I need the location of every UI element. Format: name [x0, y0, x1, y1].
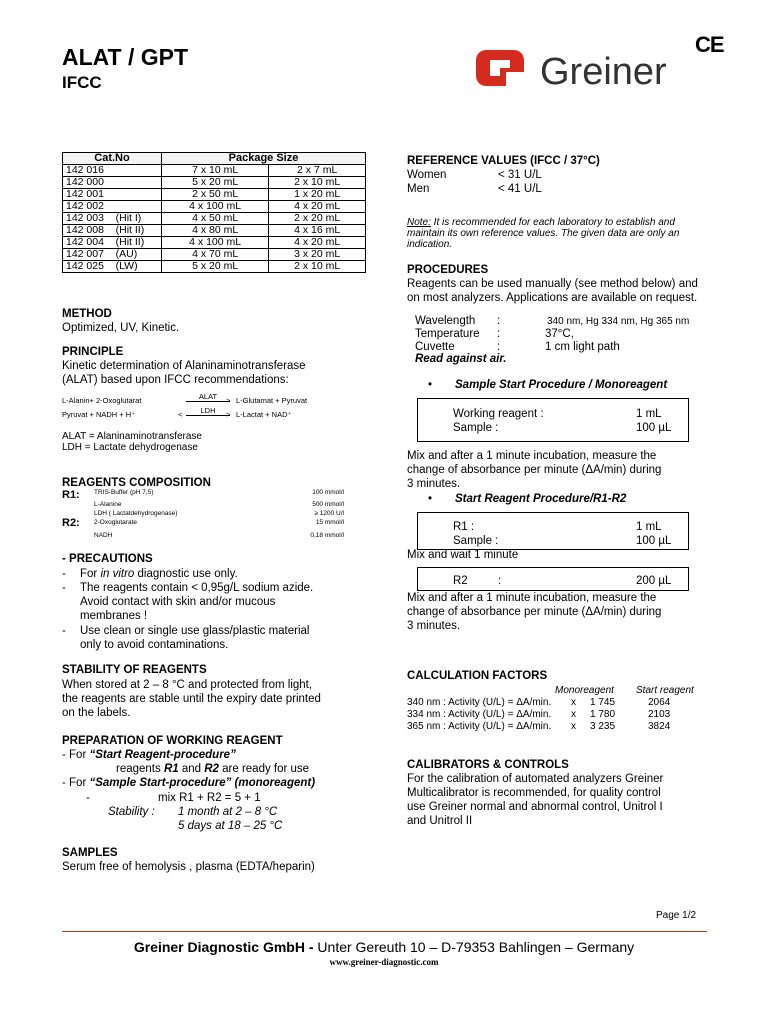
catalog-row [63, 213, 366, 225]
arrow-right-icon: > [226, 396, 231, 405]
reagent-name: TRIS-Buffer (pH 7,5) [94, 489, 154, 496]
stability-label: Stability : [108, 806, 155, 818]
catalog-row [63, 189, 366, 201]
ce-mark: CE [695, 32, 724, 57]
procedures-heading: PROCEDURES [407, 264, 489, 276]
reagent-start-heading: Start Reagent Procedure/R1-R2 [455, 493, 627, 505]
catalog-cell-size: 4 x 20 mL [269, 237, 366, 249]
catalog-cell-catno: 142 004 (Hit II) [63, 237, 162, 249]
arrow-right-icon: > [226, 410, 231, 419]
reagent-start-mix-3: 3 minutes. [407, 620, 461, 632]
catalog-cell-catno: 142 025 (LW) [63, 261, 162, 273]
catalog-table [62, 152, 366, 273]
catalog-cell-size: 1 x 20 mL [269, 189, 366, 201]
samples-text: Serum free of hemolysis , plasma (EDTA/heparin) [62, 861, 315, 873]
param-value: 340 nm, Hg 334 nm, Hg 365 nm [547, 316, 690, 327]
ss-label: Working reagent : [453, 408, 544, 420]
reagent-item [94, 501, 344, 509]
catalog-cell-size: 4 x 100 mL [162, 201, 269, 213]
param-label: Temperature [415, 328, 480, 340]
definition-alat: ALAT = Alaninaminotransferase [62, 431, 202, 442]
reference-men-label: Men [407, 183, 430, 195]
param-sep: : [497, 328, 501, 340]
calculation-cell: 3 235 [590, 721, 616, 732]
calculation-cell: x [571, 697, 576, 708]
arrow-left-icon: < [178, 410, 183, 419]
calibrators-heading: CALIBRATORS & CONTROLS [407, 759, 569, 771]
param-value: 37°C, [545, 328, 574, 340]
catalog-cell-size: 4 x 50 mL [162, 213, 269, 225]
preparation-line-2: reagents R1 and R2 are ready for use [116, 763, 310, 775]
catalog-cell-size: 2 x 10 mL [269, 261, 366, 273]
catalog-cell-size: 4 x 20 mL [269, 201, 366, 213]
rs-label: Sample : [453, 535, 499, 547]
calculation-cell: 1 780 [590, 709, 616, 720]
reference-men-value: < 41 U/L [498, 183, 542, 195]
calculation-cell: 2064 [648, 697, 671, 708]
reagent-item [94, 510, 344, 518]
param-label: Wavelength [415, 315, 476, 327]
calculation-rows [407, 697, 707, 733]
reagent-concentration: 500 mmol/l [312, 501, 344, 508]
page-title: ALAT / GPT [62, 44, 189, 70]
calculation-cell: 365 nm : Activity (U/L) = ΔA/min. [407, 721, 552, 732]
reaction-1-left: L-Alanin+ 2-Oxoglutarat [62, 396, 142, 405]
catalog-cell-catno: 142 003 (Hit I) [63, 213, 162, 225]
r1-label: R1: [62, 489, 80, 501]
calculation-row [407, 721, 707, 733]
catalog-row [63, 249, 366, 261]
reagent-concentration: 100 mmol/l [312, 489, 344, 496]
method-text: Optimized, UV, Kinetic. [62, 322, 180, 334]
reagent-concentration: ≥ 1200 U/l [314, 510, 344, 517]
principle-text-2: (ALAT) based upon IFCC recommendations: [62, 374, 289, 386]
r2-box-value: 200 µL [636, 575, 672, 587]
ss-label: Sample : [453, 422, 499, 434]
reagent-start-mix-1: Mix and after a 1 minute incubation, measure the [407, 592, 657, 604]
calibrators-text-3: use Greiner normal and abnormal control, Unitrol I [407, 801, 663, 813]
rs-value: 1 mL [636, 521, 662, 533]
catalog-row [63, 165, 366, 177]
page-number: Page 1/2 [656, 910, 697, 921]
precaution-line: membranes ! [80, 610, 148, 622]
catalog-cell-catno: 142 002 [63, 201, 162, 213]
catalog-cell-catno: 142 000 [63, 177, 162, 189]
preparation-dash: - [86, 792, 90, 804]
calc-col-start: Start reagent [636, 685, 694, 696]
precautions-heading: - PRECAUTIONS [62, 553, 153, 565]
catalog-row [63, 177, 366, 189]
calibrators-text-2: Multicalibrator is recommended, for quality control [407, 787, 661, 799]
reagent-concentration: 0,18 mmol/l [310, 532, 344, 539]
catalog-row [63, 237, 366, 249]
catalog-row [63, 261, 366, 273]
param-label: Cuvette [415, 341, 455, 353]
param-sep: : [497, 315, 501, 327]
catalog-row [63, 225, 366, 237]
reaction-1-enzyme: ALAT [186, 392, 230, 402]
preparation-heading: PREPARATION OF WORKING REAGENT [62, 735, 283, 747]
definition-ldh: LDH = Lactate dehydrogenase [62, 442, 198, 453]
sample-start-mix-3: 3 minutes. [407, 478, 461, 490]
reaction-1-right: L-Glutamat + Pyruvat [236, 396, 308, 405]
reagent-item [94, 489, 344, 497]
catalog-row [63, 201, 366, 213]
preparation-line-3: - For “Sample Start-procedure” (monoreagent) [62, 777, 316, 789]
sample-start-mix-1: Mix and after a 1 minute incubation, measure the [407, 450, 657, 462]
calculation-row [407, 697, 707, 709]
reagent-concentration: 15 mmol/l [315, 519, 344, 526]
reagent-name: NADH [94, 532, 113, 539]
procedures-text-1: Reagents can be used manually (see method below) and [407, 278, 698, 290]
preparation-mix: mix R1 + R2 = 5 + 1 [158, 792, 261, 804]
sample-start-heading: Sample Start Procedure / Monoreagent [455, 379, 668, 391]
catalog-cell-size: 2 x 7 mL [269, 165, 366, 177]
calculation-cell: 340 nm : Activity (U/L) = ΔA/min. [407, 697, 552, 708]
rs-value: 100 µL [636, 535, 672, 547]
catalog-cell-catno: 142 008 (Hit II) [63, 225, 162, 237]
procedures-text-2: on most analyzers. Applications are available on request. [407, 292, 698, 304]
stability-cold: 1 month at 2 – 8 °C [178, 806, 278, 818]
param-sep: : [497, 341, 501, 353]
catalog-cell-size: 4 x 16 mL [269, 225, 366, 237]
reference-note-3: indication. [407, 239, 453, 250]
stability-heading: STABILITY OF REAGENTS [62, 664, 207, 676]
catalog-cell-size: 4 x 80 mL [162, 225, 269, 237]
reference-women-label: Women [407, 169, 447, 181]
catalog-header-catno: Cat.No [63, 153, 162, 165]
calibrators-text-1: For the calibration of automated analyzers Greiner [407, 773, 664, 785]
catalog-cell-size: 4 x 100 mL [162, 237, 269, 249]
stability-room: 5 days at 18 – 25 °C [178, 820, 283, 832]
r2-box [417, 567, 689, 591]
reagent-name: L-Alanine [94, 501, 122, 508]
reagents-heading: REAGENTS COMPOSITION [62, 477, 211, 489]
greiner-logo-icon [470, 44, 530, 96]
param-value: 1 cm light path [545, 341, 620, 353]
calc-col-mono: Monoreagent [555, 685, 614, 696]
reference-heading: REFERENCE VALUES (IFCC / 37°C) [407, 155, 600, 167]
calculation-cell: 1 745 [590, 697, 616, 708]
calculation-cell: 2103 [648, 709, 671, 720]
r2-label: R2: [62, 517, 80, 529]
reagent-start-box [417, 512, 689, 550]
calculation-cell: x [571, 721, 576, 732]
reference-note-2: maintain its own reference values. The given data are only an [407, 228, 680, 239]
preparation-line-1: - For “Start Reagent-procedure” [62, 749, 236, 761]
calculation-cell: 3824 [648, 721, 671, 732]
calculation-heading: CALCULATION FACTORS [407, 670, 548, 682]
bullet-icon: • [428, 379, 433, 391]
catalog-cell-size: 5 x 20 mL [162, 177, 269, 189]
reaction-2-left: Pyruvat + NADH + H⁺ [62, 410, 136, 419]
rs-label: R1 : [453, 521, 475, 533]
reaction-2-right: L-Lactat + NAD⁺ [236, 410, 292, 419]
samples-heading: SAMPLES [62, 847, 118, 859]
stability-text-2: the reagents are stable until the expiry date printed [62, 693, 321, 705]
reference-women-value: < 31 U/L [498, 169, 542, 181]
principle-text-1: Kinetic determination of Alaninaminotransferase [62, 360, 306, 372]
catalog-cell-size: 4 x 70 mL [162, 249, 269, 261]
precaution-item: - Use clean or single use glass/plastic material [62, 625, 310, 637]
footer-url[interactable]: www.greiner-diagnostic.com [329, 957, 439, 967]
footer-address: Greiner Diagnostic GmbH - Unter Gereuth 10 – D-79353 Bahlingen – Germany [133, 939, 635, 955]
precaution-item: - The reagents contain < 0,95g/L sodium azide. [62, 582, 314, 594]
footer-divider [62, 931, 707, 932]
calculation-row [407, 709, 707, 721]
catalog-cell-size: 2 x 50 mL [162, 189, 269, 201]
reagent-name: LDH ( Lactatdehydrogenase) [94, 510, 178, 517]
reagent-start-mix-2: change of absorbance per minute (ΔA/min) during [407, 606, 662, 618]
r2-box-sep: : [498, 575, 502, 587]
catalog-cell-size: 3 x 20 mL [269, 249, 366, 261]
sample-start-mix-2: change of absorbance per minute (ΔA/min) during [407, 464, 662, 476]
stability-text-1: When stored at 2 – 8 °C and protected from light, [62, 679, 313, 691]
calculation-cell: 334 nm : Activity (U/L) = ΔA/min. [407, 709, 552, 720]
reagent-item [94, 532, 344, 540]
reaction-2-enzyme: LDH [186, 406, 230, 416]
reagent-name: 2-Oxoglutarate [94, 519, 137, 526]
r2-box-label: R2 [453, 575, 468, 587]
stability-text-3: on the labels. [62, 707, 131, 719]
catalog-cell-size: 7 x 10 mL [162, 165, 269, 177]
precaution-line: Avoid contact with skin and/or mucous [80, 596, 276, 608]
ss-value: 1 mL [636, 408, 662, 420]
precaution-line: only to avoid contaminations. [80, 639, 229, 651]
ss-value: 100 µL [636, 422, 672, 434]
catalog-cell-catno: 142 001 [63, 189, 162, 201]
catalog-cell-catno: 142 016 [63, 165, 162, 177]
bullet-icon: • [428, 493, 433, 505]
calculation-cell: x [571, 709, 576, 720]
catalog-cell-size: 2 x 20 mL [269, 213, 366, 225]
principle-heading: PRINCIPLE [62, 346, 124, 358]
reagent-item [94, 519, 344, 527]
mix-and-wait: Mix and wait 1 minute [407, 549, 519, 561]
read-against-air: Read against air. [415, 353, 507, 365]
catalog-header-package: Package Size [162, 153, 366, 165]
page-subtitle: IFCC [62, 73, 102, 92]
method-heading: METHOD [62, 308, 112, 320]
reference-note-1: Note: It is recommended for each laboratory to establish and [407, 217, 675, 228]
calibrators-text-4: and Unitrol II [407, 815, 473, 827]
brand-name: Greiner [540, 51, 667, 93]
catalog-cell-size: 5 x 20 mL [162, 261, 269, 273]
precaution-item: - For in vitro diagnostic use only. [62, 568, 238, 580]
sample-start-box [417, 398, 689, 442]
catalog-cell-size: 2 x 10 mL [269, 177, 366, 189]
catalog-cell-catno: 142 007 (AU) [63, 249, 162, 261]
